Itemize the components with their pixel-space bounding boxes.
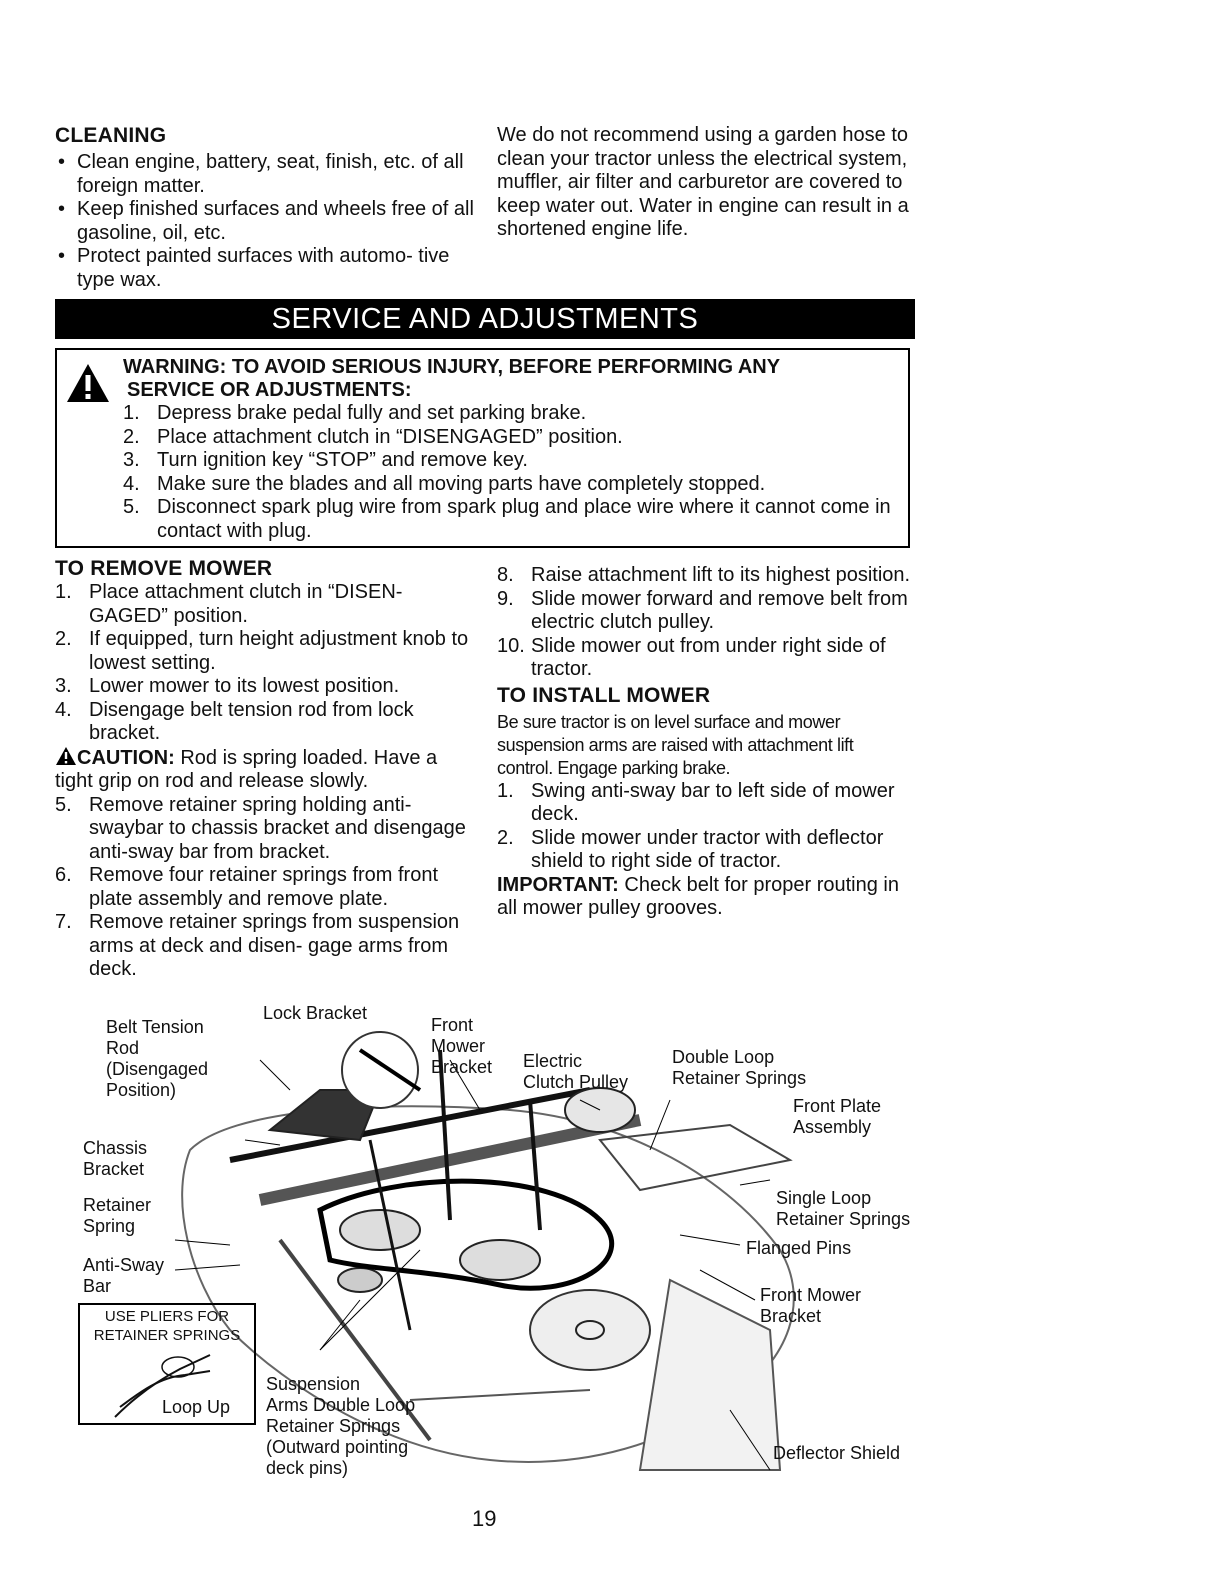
warning-steps <box>123 402 903 543</box>
warning-title: WARNING: TO AVOID SERIOUS INJURY, BEFORE PERFORMING ANY <box>123 356 781 378</box>
pliers-title: USE PLIERS FOR RETAINER SPRINGS <box>93 1308 241 1344</box>
cleaning-note: We do not recommend using a garden hose to clean your tractor unless the electrical system, muffler, air filter and carburetor are covered to keep water out. Water in engine can result in a shortened engine life. <box>497 124 909 240</box>
cleaning-bullet: • Protect painted surfaces with automo- tive type wax. <box>55 245 485 292</box>
cleaning-section <box>55 124 485 292</box>
caution-note <box>55 746 470 794</box>
warning-box <box>55 348 910 548</box>
label-lock-bracket: Lock Bracket <box>263 1003 368 1023</box>
install-intro: Be sure tractor is on level surface and mower suspension arms are raised with attachment lift control. Engage parking brake. <box>497 711 854 778</box>
install-step: 2. Slide mower under tractor with deflector shield to right side of tractor. <box>497 826 884 872</box>
label-front-plate-assembly: Front Plate Assembly <box>793 1096 882 1137</box>
label-anti-sway-bar: Anti-Sway Bar <box>83 1255 165 1296</box>
label-chassis-bracket: Chassis Bracket <box>83 1138 148 1179</box>
caution-text: Rod is spring loaded. Have a tight grip on rod and release slowly. <box>55 746 438 792</box>
install-steps <box>497 780 912 874</box>
loop-up-label: Loop Up <box>162 1397 231 1417</box>
page-number: 19 <box>472 1506 497 1531</box>
remove-step: 6. Remove four retainer springs from front plate assembly and remove plate. <box>55 864 439 910</box>
warning-subtitle: SERVICE OR ADJUSTMENTS: <box>127 379 412 401</box>
warning-step: 5. Disconnect spark plug wire from spark plug and place wire where it cannot come in contact with plug. <box>123 496 891 542</box>
caution-label: CAUTION: <box>77 746 175 769</box>
important-label: IMPORTANT: <box>497 873 619 896</box>
remove-steps-b <box>55 794 470 982</box>
label-retainer-spring: Retainer Spring <box>83 1195 152 1236</box>
remove-mower-continued <box>497 564 912 921</box>
remove-mower-section <box>55 557 470 982</box>
install-mower-heading: TO INSTALL MOWER <box>497 683 711 707</box>
label-front-mower-bracket-right: Front Mower Bracket <box>760 1285 862 1326</box>
warning-triangle-icon <box>65 362 111 404</box>
warning-step: 3. Turn ignition key “STOP” and remove key. <box>123 449 528 471</box>
label-double-loop-retainer-springs: Double Loop Retainer Springs <box>672 1047 807 1088</box>
cleaning-heading: CLEANING <box>55 124 167 147</box>
remove-steps-c <box>497 564 912 682</box>
cleaning-bullets <box>55 151 485 292</box>
remove-step: 1. Place attachment clutch in “DISEN- GAGED” position. <box>55 581 403 627</box>
warning-step: 1. Depress brake pedal fully and set parking brake. <box>123 402 587 424</box>
remove-step: 8. Raise attachment lift to its highest position. <box>497 564 911 586</box>
important-note <box>497 874 912 921</box>
remove-step: 2. If equipped, turn height adjustment knob to lowest setting. <box>55 628 469 674</box>
remove-step: 4. Disengage belt tension rod from lock bracket. <box>55 698 414 744</box>
remove-steps-a <box>55 581 470 746</box>
label-flanged-pins: Flanged Pins <box>746 1238 852 1258</box>
section-banner <box>55 299 915 339</box>
pliers-tip-box <box>78 1303 256 1425</box>
label-belt-tension-rod: Belt Tension Rod (Disengaged Position) <box>106 1017 209 1100</box>
important-text: Check belt for proper routing in all mower pulley grooves. <box>497 873 899 919</box>
label-single-loop-retainer-springs: Single Loop Retainer Springs <box>776 1188 911 1229</box>
label-electric-clutch-pulley: Electric Clutch Pulley <box>523 1051 629 1092</box>
remove-step: 9. Slide mower forward and remove belt from electric clutch pulley. <box>497 587 908 633</box>
warning-step: 4. Make sure the blades and all moving parts have completely stopped. <box>123 472 766 495</box>
warning-step: 2. Place attachment clutch in “DISENGAGED” position. <box>123 425 623 448</box>
banner-title: SERVICE AND ADJUSTMENTS <box>271 302 699 335</box>
remove-step: 3. Lower mower to its lowest position. <box>55 675 400 697</box>
install-step: 1. Swing anti-sway bar to left side of mower deck. <box>497 779 895 825</box>
remove-step: 7. Remove retainer springs from suspension arms at deck and disen- gage arms from deck. <box>55 911 460 980</box>
remove-step: 5. Remove retainer spring holding anti- swaybar to chassis bracket and disengage anti-sway bar from bracket. <box>55 793 466 863</box>
label-front-mower-bracket-top: Front Mower Bracket <box>431 1015 493 1077</box>
caution-triangle-icon <box>55 746 77 766</box>
label-deflector-shield: Deflector Shield <box>773 1443 901 1463</box>
label-suspension-arms: Suspension Arms Double Loop Retainer Springs (Outward pointing deck pins) <box>266 1374 416 1478</box>
remove-step: 10. Slide mower out from under right side of tractor. <box>497 634 886 680</box>
remove-mower-heading: TO REMOVE MOWER <box>55 557 273 580</box>
cleaning-bullet: • Keep finished surfaces and wheels free of all gasoline, oil, etc. <box>55 198 485 245</box>
cleaning-bullet: • Clean engine, battery, seat, finish, etc. of all foreign matter. <box>55 151 485 198</box>
